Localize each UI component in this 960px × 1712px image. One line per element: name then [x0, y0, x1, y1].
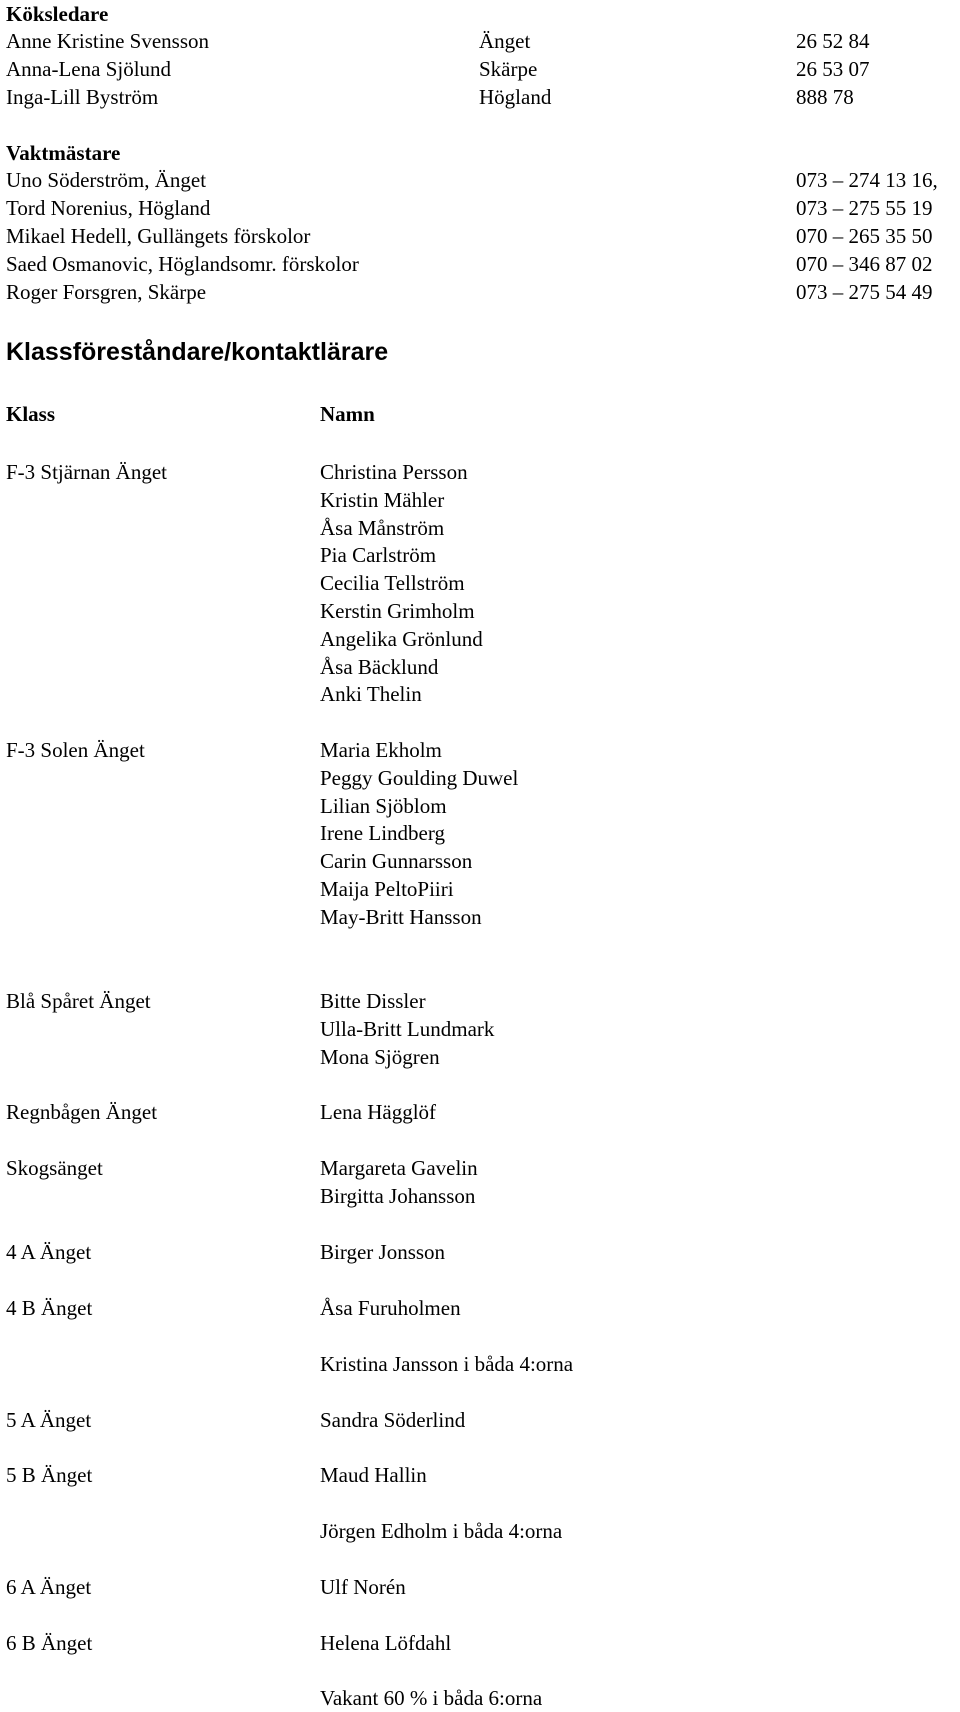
teacher-name: Ulla-Britt Lundmark	[320, 1017, 495, 1041]
class-label: 4 A Änget	[6, 1240, 92, 1264]
vaktmastare-name: Mikael Hedell, Gullängets förskolor	[6, 224, 311, 248]
teacher-name: Lena Hägglöf	[320, 1100, 437, 1124]
teacher-name: Vakant 60 % i båda 6:orna	[320, 1686, 543, 1710]
koksledare-phone: 26 52 84	[796, 29, 870, 53]
teacher-name: Pia Carlström	[320, 543, 437, 567]
teacher-name: Kerstin Grimholm	[320, 599, 475, 623]
teacher-name: Peggy Goulding Duwel	[320, 766, 519, 790]
class-label: 6 A Änget	[6, 1575, 92, 1599]
column-header-namn: Namn	[320, 402, 375, 426]
teacher-name: Margareta Gavelin	[320, 1156, 478, 1180]
teacher-name: Maria Ekholm	[320, 738, 442, 762]
koksledare-phone: 888 78	[796, 85, 854, 109]
teacher-name: Sandra Söderlind	[320, 1408, 466, 1432]
koksledare-name: Anna-Lena Sjölund	[6, 57, 172, 81]
koksledare-place: Änget	[479, 29, 531, 53]
vaktmastare-phone: 070 – 265 35 50	[796, 224, 933, 248]
teacher-name: Birger Jonsson	[320, 1240, 446, 1264]
teacher-name: Carin Gunnarsson	[320, 849, 473, 873]
teacher-name: Åsa Furuholmen	[320, 1296, 461, 1320]
column-header-klass: Klass	[6, 402, 56, 426]
koksledare-name: Inga-Lill Byström	[6, 85, 159, 109]
teacher-name: Maija PeltoPiiri	[320, 877, 454, 901]
class-label: 4 B Änget	[6, 1296, 93, 1320]
class-label: Blå Spåret Änget	[6, 989, 151, 1013]
vaktmastare-phone: 073 – 275 54 49	[796, 280, 933, 304]
teacher-name: Bitte Dissler	[320, 989, 426, 1013]
teacher-name: Jörgen Edholm i båda 4:orna	[320, 1519, 563, 1543]
klass-section-heading: Klassföreståndare/kontaktlärare	[6, 338, 389, 366]
class-label: F-3 Solen Änget	[6, 738, 145, 762]
vaktmastare-heading: Vaktmästare	[6, 141, 121, 165]
koksledare-place: Högland	[479, 85, 552, 109]
koksledare-phone: 26 53 07	[796, 57, 870, 81]
vaktmastare-name: Roger Forsgren, Skärpe	[6, 280, 207, 304]
teacher-name: Åsa Månström	[320, 516, 445, 540]
class-label: Regnbågen Änget	[6, 1100, 158, 1124]
vaktmastare-name: Tord Norenius, Högland	[6, 196, 211, 220]
koksledare-name: Anne Kristine Svensson	[6, 29, 209, 53]
vaktmastare-phone: 073 – 274 13 16,	[796, 168, 938, 192]
class-label: 5 A Änget	[6, 1408, 92, 1432]
teacher-name: Irene Lindberg	[320, 821, 445, 845]
teacher-name: Birgitta Johansson	[320, 1184, 476, 1208]
teacher-name: Lilian Sjöblom	[320, 794, 447, 818]
teacher-name: Åsa Bäcklund	[320, 655, 439, 679]
vaktmastare-name: Uno Söderström, Änget	[6, 168, 207, 192]
teacher-name: Angelika Grönlund	[320, 627, 483, 651]
teacher-name: May-Britt Hansson	[320, 905, 482, 929]
class-label: Skogsänget	[6, 1156, 103, 1180]
class-label: F-3 Stjärnan Änget	[6, 460, 167, 484]
teacher-name: Kristin Mähler	[320, 488, 445, 512]
teacher-name: Christina Persson	[320, 460, 468, 484]
vaktmastare-name: Saed Osmanovic, Höglandsomr. förskolor	[6, 252, 359, 276]
class-label: 5 B Änget	[6, 1463, 93, 1487]
koksledare-heading: Köksledare	[6, 2, 109, 26]
teacher-name: Cecilia Tellström	[320, 571, 465, 595]
class-label: 6 B Änget	[6, 1631, 93, 1655]
teacher-name: Kristina Jansson i båda 4:orna	[320, 1352, 574, 1376]
teacher-name: Mona Sjögren	[320, 1045, 440, 1069]
vaktmastare-phone: 070 – 346 87 02	[796, 252, 933, 276]
teacher-name: Ulf Norén	[320, 1575, 406, 1599]
koksledare-place: Skärpe	[479, 57, 538, 81]
teacher-name: Maud Hallin	[320, 1463, 427, 1487]
teacher-name: Helena Löfdahl	[320, 1631, 452, 1655]
teacher-name: Anki Thelin	[320, 682, 422, 706]
vaktmastare-phone: 073 – 275 55 19	[796, 196, 933, 220]
